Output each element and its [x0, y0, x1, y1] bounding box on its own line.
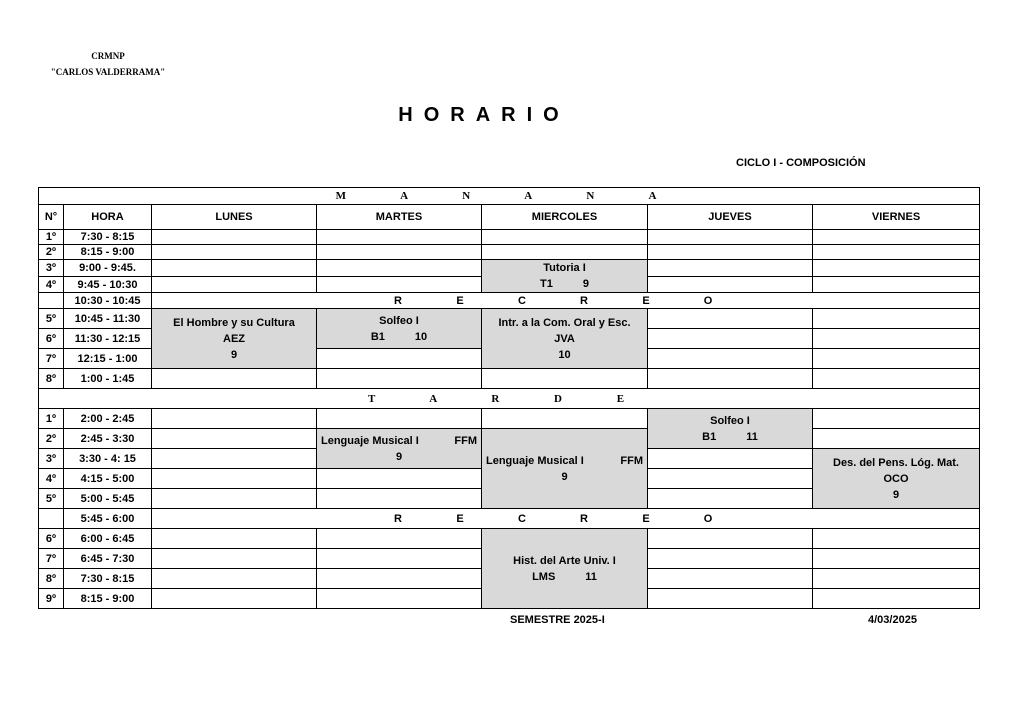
row-hora: 6:00 - 6:45: [64, 529, 152, 549]
row-hora: 7:30 - 8:15: [64, 230, 152, 245]
class-room: 11: [585, 570, 597, 583]
row-num: 4º: [39, 277, 64, 293]
class-name: Solfeo I: [379, 314, 419, 327]
class-tutoria: [482, 260, 648, 293]
class-hist-arte: [482, 529, 648, 609]
row-hora: 5:45 - 6:00: [64, 509, 152, 529]
row-num: 4º: [39, 469, 64, 489]
class-room: 9: [230, 348, 238, 361]
row-num: 6º: [39, 529, 64, 549]
class-teacher: LMS: [532, 570, 556, 583]
row-hora: 7:30 - 8:15: [64, 569, 152, 589]
row-hora: 1:00 - 1:45: [64, 369, 152, 389]
class-solfeo-martes: [317, 309, 482, 349]
row-hora: 4:15 - 5:00: [64, 469, 152, 489]
class-name: Solfeo I: [710, 414, 750, 427]
institution-name: "CARLOS VALDERRAMA": [50, 67, 166, 77]
row-num: 7º: [39, 549, 64, 569]
institution-header: [38, 48, 178, 80]
row-num: 9º: [39, 589, 64, 609]
row-hora: 10:30 - 10:45: [64, 293, 152, 309]
class-teacher: OCO: [883, 472, 909, 485]
row-hora: 2:00 - 2:45: [64, 409, 152, 429]
semester-label: SEMESTRE 2025-I: [510, 614, 605, 626]
class-room: 11: [746, 430, 758, 443]
row-num: 2º: [39, 245, 64, 260]
row-hora: 2:45 - 3:30: [64, 429, 152, 449]
col-hora: HORA: [64, 205, 152, 230]
col-viernes: VIERNES: [813, 205, 980, 230]
class-name: Des. del Pens. Lóg. Mat.: [833, 456, 959, 469]
col-miercoles: MIERCOLES: [482, 205, 648, 230]
ciclo-label: CICLO I - COMPOSICIÓN: [736, 157, 866, 169]
class-intro-comunicacion: [482, 309, 648, 369]
date-label: 4/03/2025: [868, 614, 917, 626]
recreo-morning: R E C R E O: [152, 293, 980, 309]
row-num: 1º: [39, 230, 64, 245]
row-num: 7º: [39, 349, 64, 369]
row-hora: 11:30 - 12:15: [64, 329, 152, 349]
row-num: 8º: [39, 369, 64, 389]
row-num: 3º: [39, 260, 64, 277]
class-teacher: T1: [540, 278, 553, 290]
class-room: 9: [582, 278, 589, 290]
class-room: 9: [892, 488, 900, 501]
col-jueves: JUEVES: [648, 205, 813, 230]
class-name: Hist. del Arte Univ. I: [513, 554, 616, 567]
row-num: [39, 293, 64, 309]
class-teacher: B1: [370, 330, 385, 343]
recreo-afternoon: R E C R E O: [152, 509, 980, 529]
row-hora: 9:45 - 10:30: [64, 277, 152, 293]
class-room: 9: [395, 450, 403, 463]
row-num: 5º: [39, 489, 64, 509]
class-name: Intr. a la Com. Oral y Esc.: [498, 316, 631, 329]
page-title: HORARIO: [398, 104, 570, 126]
row-num: 8º: [39, 569, 64, 589]
col-num: N°: [39, 205, 64, 230]
row-hora: 9:00 - 9:45.: [64, 260, 152, 277]
class-solfeo-jueves: [648, 409, 813, 449]
class-teacher: B1: [702, 430, 717, 443]
row-hora: 3:30 - 4: 15: [64, 449, 152, 469]
class-room: 10: [558, 348, 571, 361]
class-teacher: JVA: [554, 332, 575, 345]
class-teacher: FFM: [454, 434, 477, 447]
row-num: 5º: [39, 309, 64, 329]
class-name: Lenguaje Musical I: [321, 434, 419, 447]
class-room: 9: [561, 470, 568, 483]
class-name: Tutoria I: [543, 262, 586, 274]
institution-acronym: CRMNP: [91, 51, 125, 61]
row-num: 6º: [39, 329, 64, 349]
class-name: El Hombre y su Cultura: [173, 316, 295, 329]
class-teacher: FFM: [620, 454, 643, 467]
class-name: Lenguaje Musical I: [486, 454, 584, 467]
class-lenguaje-miercoles: [482, 429, 648, 509]
section-afternoon: T A R D E: [39, 389, 980, 409]
section-morning: M A N A N A: [39, 188, 980, 205]
row-num: 2º: [39, 429, 64, 449]
schedule-table: [38, 187, 980, 609]
row-num: 3º: [39, 449, 64, 469]
class-room: 10: [414, 330, 428, 343]
col-lunes: LUNES: [152, 205, 317, 230]
row-num: 1º: [39, 409, 64, 429]
row-hora: 5:00 - 5:45: [64, 489, 152, 509]
row-hora: 12:15 - 1:00: [64, 349, 152, 369]
class-pens-logico: [813, 449, 980, 509]
col-martes: MARTES: [317, 205, 482, 230]
row-hora: 8:15 - 9:00: [64, 589, 152, 609]
class-teacher: AEZ: [223, 332, 245, 345]
row-num: [39, 509, 64, 529]
row-hora: 10:45 - 11:30: [64, 309, 152, 329]
class-lenguaje-martes: [317, 429, 482, 469]
row-hora: 6:45 - 7:30: [64, 549, 152, 569]
row-hora: 8:15 - 9:00: [64, 245, 152, 260]
class-hombre-cultura: [152, 309, 317, 369]
